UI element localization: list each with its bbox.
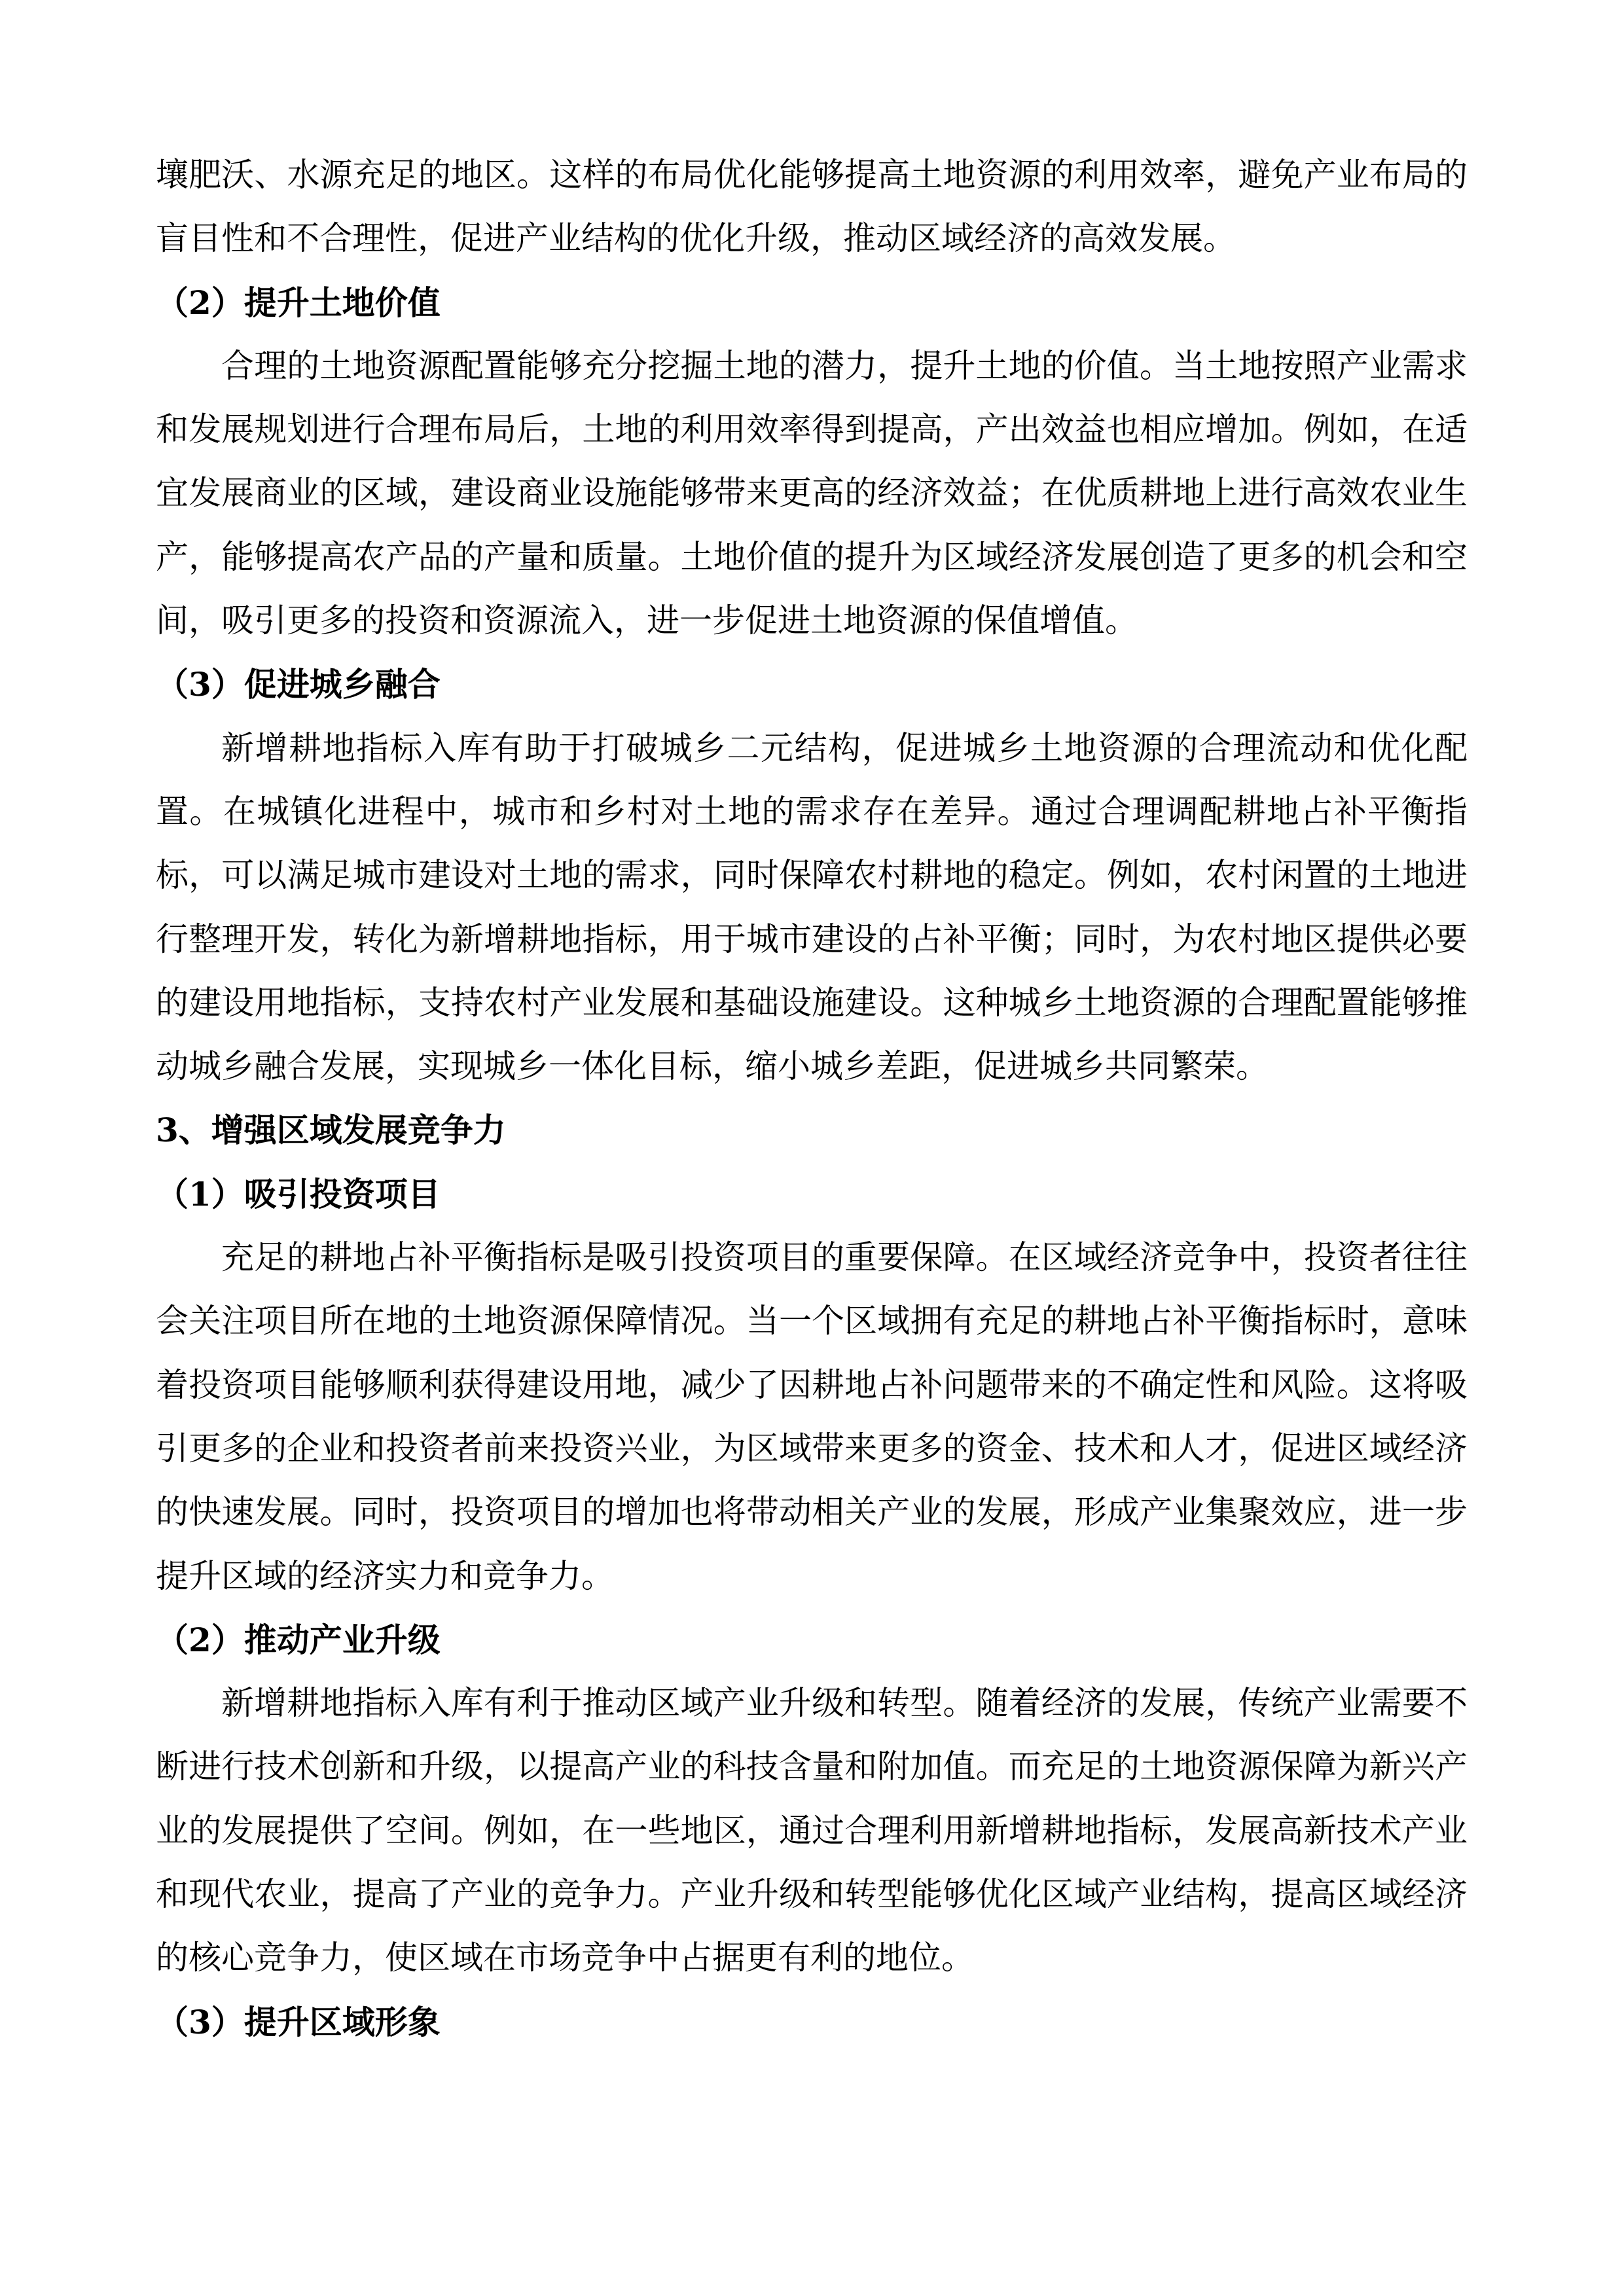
paragraph-line: 断进行技术创新和升级，以提高产业的科技含量和附加值。而充足的土地资源保障为新兴产 xyxy=(156,1748,1468,1786)
paragraph-line: 和现代农业，提高了产业的竞争力。产业升级和转型能够优化区域产业结构，提高区域经济 xyxy=(156,1875,1468,1914)
paragraph-line: 动城乡融合发展，实现城乡一体化目标，缩小城乡差距，促进城乡共同繁荣。 xyxy=(156,1047,1269,1086)
paragraph-line: 新增耕地指标入库有助于打破城乡二元结构，促进城乡土地资源的合理流动和优化配 xyxy=(221,728,1468,767)
paragraph-line: 合理的土地资源配置能够充分挖掘土地的潜力，提升土地的价值。当土地按照产业需求 xyxy=(221,346,1468,385)
paragraph-line: 置。在城镇化进程中，城市和乡村对土地的需求存在差异。通过合理调配耕地占补平衡指 xyxy=(156,792,1468,831)
paragraph-line: 引更多的企业和投资者前来投资兴业，为区域带来更多的资金、技术和人才，促进区域经济 xyxy=(156,1429,1468,1467)
paragraph-line: 盲目性和不合理性，促进产业结构的优化升级，推动区域经济的高效发展。 xyxy=(156,219,1236,258)
subheading-improve-land-value: （2）提升土地价值 xyxy=(156,283,441,322)
document-body xyxy=(156,143,1468,2054)
paragraph-line: 业的发展提供了空间。例如，在一些地区，通过合理利用新增耕地指标，发展高新技术产业 xyxy=(156,1811,1468,1850)
subheading-attract-investment: （1）吸引投资项目 xyxy=(156,1174,441,1213)
paragraph-line: 会关注项目所在地的土地资源保障情况。当一个区域拥有充足的耕地占补平衡指标时，意味 xyxy=(156,1302,1468,1340)
paragraph-line: 产，能够提高农产品的产量和质量。土地价值的提升为区域经济发展创造了更多的机会和空 xyxy=(156,537,1468,576)
subheading-urban-rural-integration: （3）促进城乡融合 xyxy=(156,665,441,704)
paragraph-line: 和发展规划进行合理布局后，土地的利用效率得到提高，产出效益也相应增加。例如，在适 xyxy=(156,410,1468,449)
subheading-industrial-upgrade: （2）推动产业升级 xyxy=(156,1620,441,1659)
paragraph-line: 新增耕地指标入库有利于推动区域产业升级和转型。随着经济的发展，传统产业需要不 xyxy=(221,1684,1468,1723)
paragraph-line: 行整理开发，转化为新增耕地指标，用于城市建设的占补平衡；同时，为农村地区提供必要 xyxy=(156,920,1468,958)
paragraph-line: 间，吸引更多的投资和资源流入，进一步促进土地资源的保值增值。 xyxy=(156,601,1138,640)
paragraph-line: 的快速发展。同时，投资项目的增加也将带动相关产业的发展，形成产业集聚效应，进一步 xyxy=(156,1493,1468,1532)
paragraph-line: 着投资项目能够顺利获得建设用地，减少了因耕地占补问题带来的不确定性和风险。这将吸 xyxy=(156,1365,1468,1404)
paragraph-line: 壤肥沃、水源充足的地区。这样的布局优化能够提高土地资源的利用效率，避免产业布局的 xyxy=(156,156,1468,194)
paragraph-line: 充足的耕地占补平衡指标是吸引投资项目的重要保障。在区域经济竞争中，投资者往往 xyxy=(221,1238,1468,1277)
subheading-regional-image: （3）提升区域形象 xyxy=(156,2002,441,2041)
paragraph-line: 的核心竞争力，使区域在市场竞争中占据更有利的地位。 xyxy=(156,1939,974,1977)
paragraph-line: 的建设用地指标，支持农村产业发展和基础设施建设。这种城乡土地资源的合理配置能够推 xyxy=(156,983,1468,1022)
paragraph-line: 标，可以满足城市建设对土地的需求，同时保障农村耕地的稳定。例如，农村闲置的土地进 xyxy=(156,856,1468,895)
paragraph-line: 提升区域的经济实力和竞争力。 xyxy=(156,1556,614,1595)
heading-regional-competitiveness: 3、增强区域发展竞争力 xyxy=(156,1111,506,1150)
paragraph-line: 宜发展商业的区域，建设商业设施能够带来更高的经济效益；在优质耕地上进行高效农业生 xyxy=(156,474,1468,512)
